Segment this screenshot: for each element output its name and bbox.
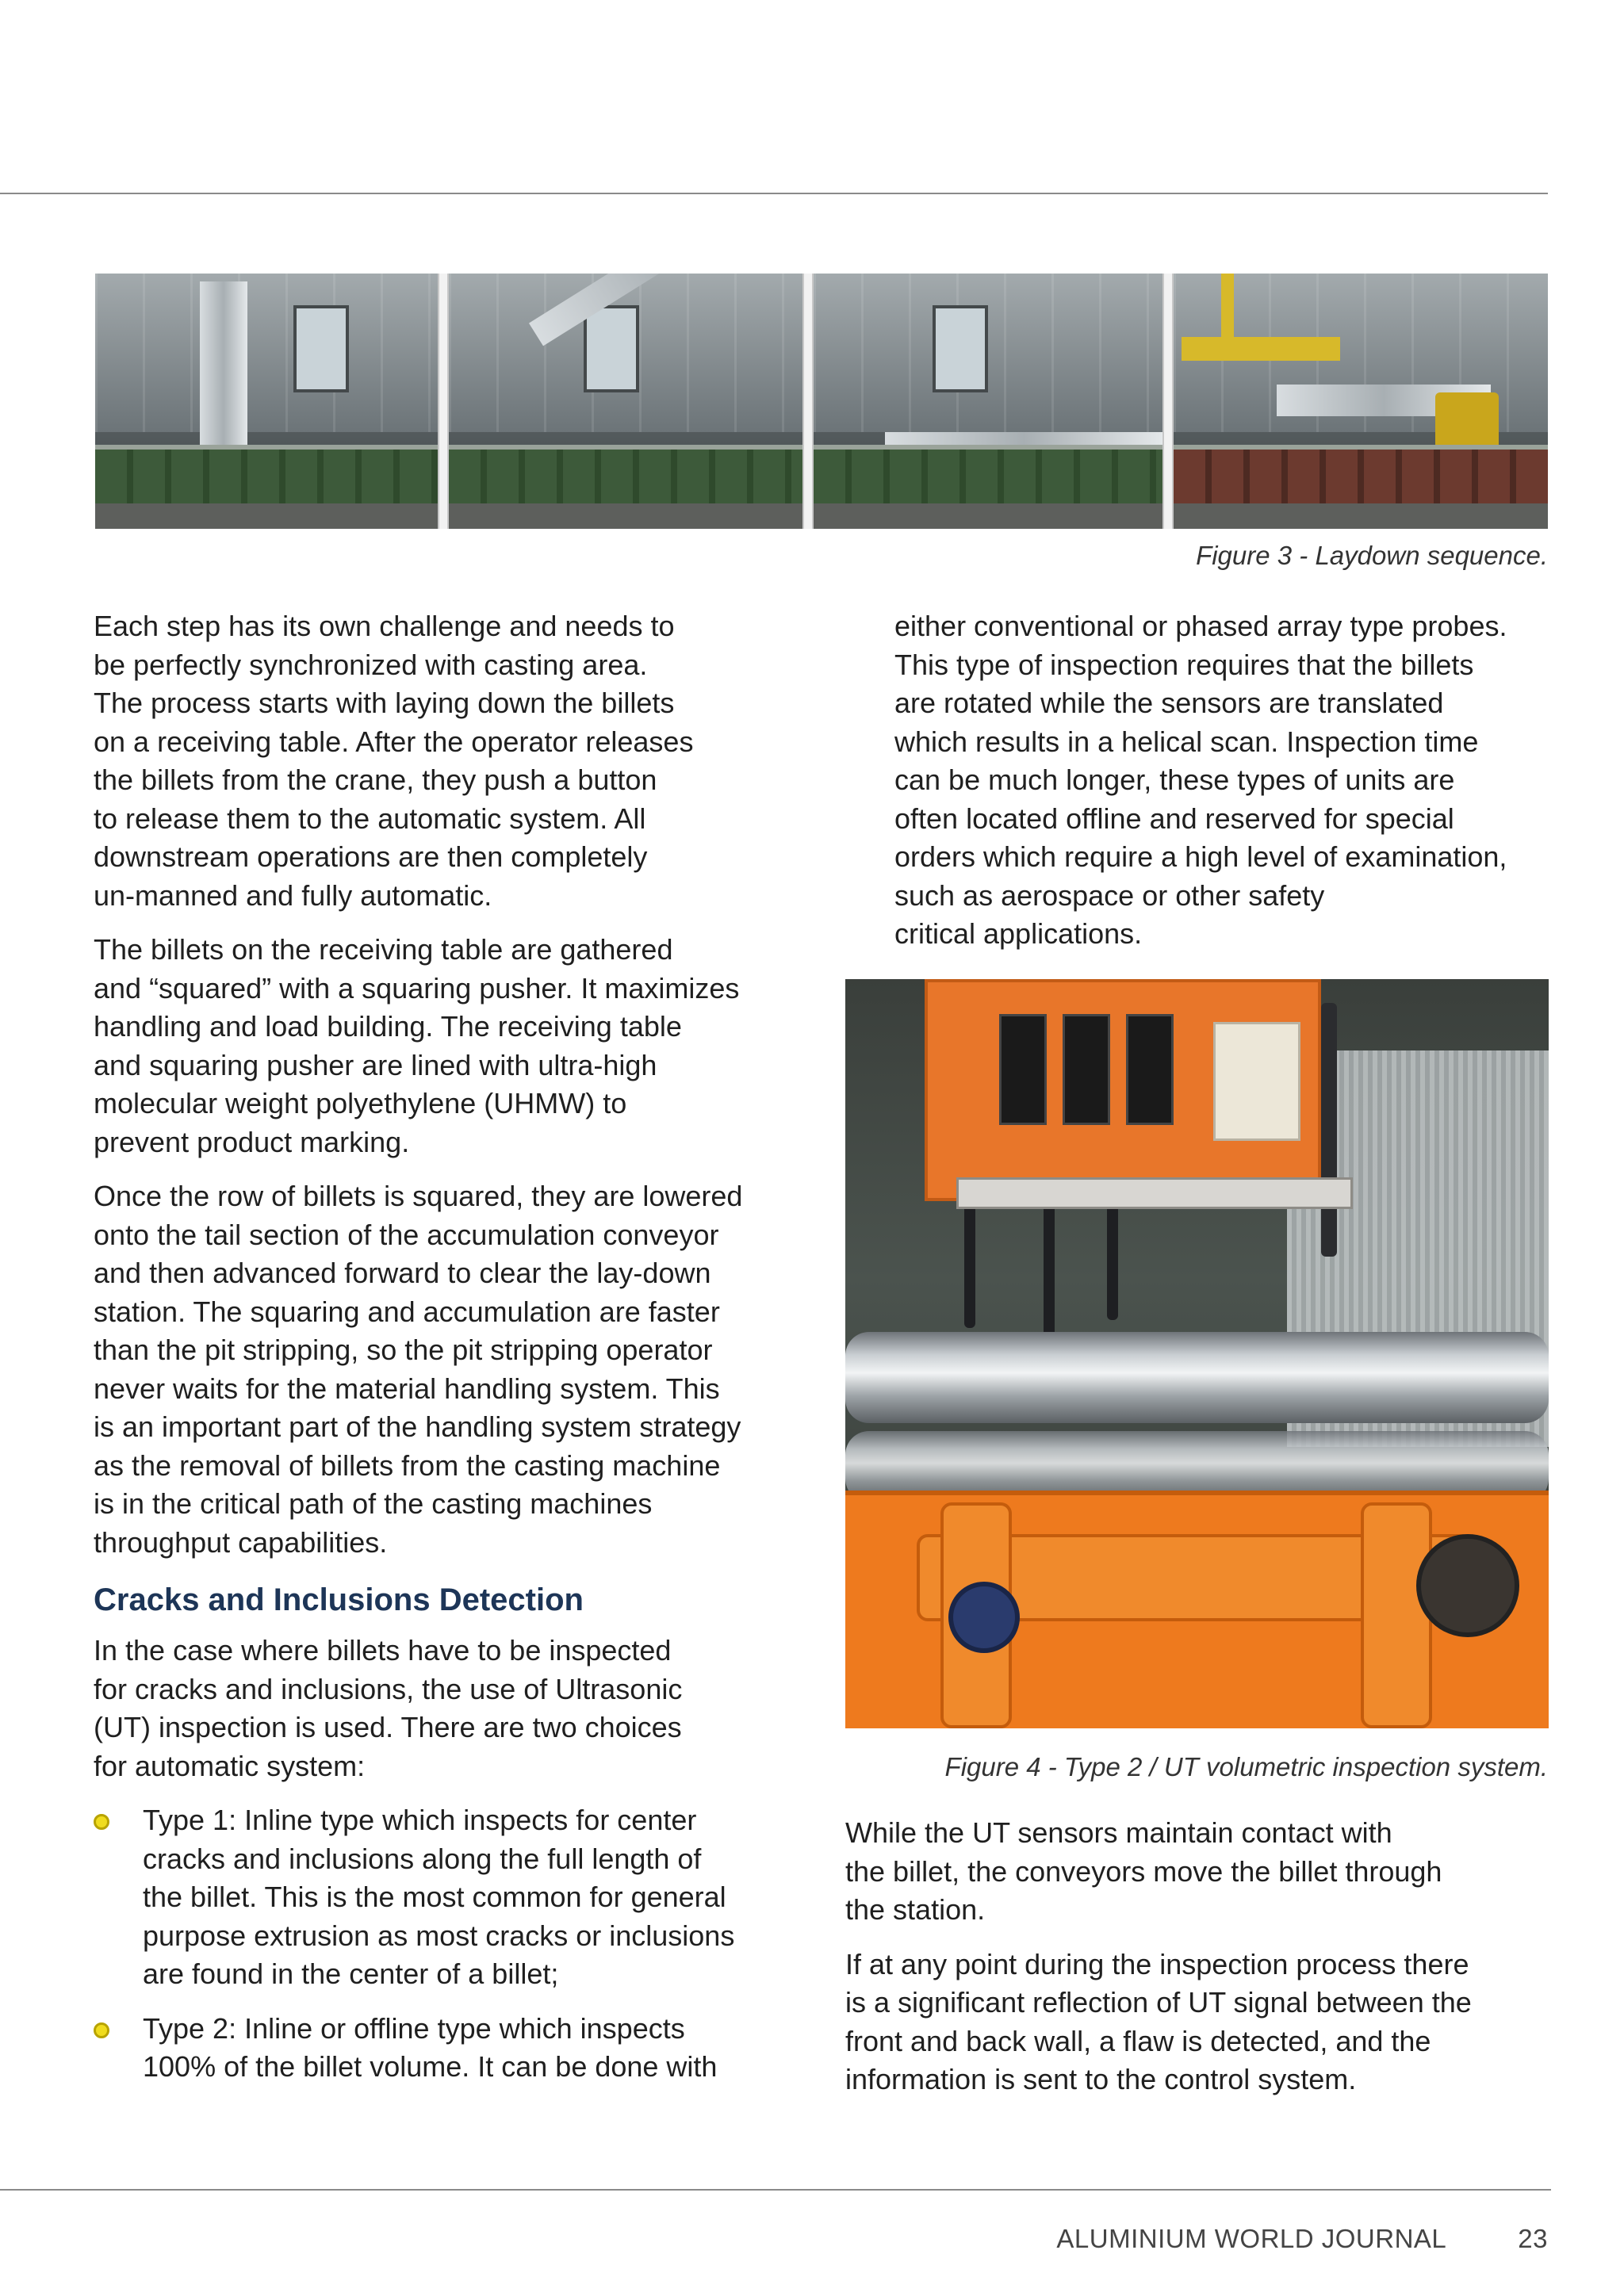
journal-name: ALUMINIUM WORLD JOURNAL: [1056, 2224, 1447, 2253]
paragraph: While the UT sensors maintain contact with the billet, the conveyors move the billet through the station.: [845, 1816, 1442, 1926]
page-number: 23: [1518, 2224, 1548, 2253]
page-footer: [1056, 2224, 1548, 2254]
bullet-dot-icon: [94, 2022, 109, 2038]
left-column: [94, 607, 791, 2103]
header-rule: [0, 193, 1548, 194]
footer-rule: [0, 2189, 1551, 2191]
bullet-item: Type 2: Inline or offline type which inspects 100% of the billet volume. It can be done with: [94, 2010, 791, 2087]
bullet-item: Type 1: Inline type which inspects for center cracks and inclusions along the full length of the billet. This is the most common for general purpose extrusion as most cracks or inclusions are found in the center of a billet;: [94, 1801, 791, 1994]
paragraph: Once the row of billets is squared, they are lowered onto the tail section of the accumulation conveyor and then advanced forward to clear the lay-down station. The squaring and accumulation are faster than the pit stripping, so the pit stripping operator never waits for the material handling system. This is an important part of the handling system strategy as the removal of billets from the casting machine is in the critical path of the casting machines throughput capabilities.: [94, 1180, 743, 1559]
figure-4-photo: [845, 979, 1549, 1728]
bullet-list: [94, 1801, 791, 2087]
paragraph: Each step has its own challenge and needs to be perfectly synchronized with casting area. The process starts with laying down the billets on a receiving table. After the operator releases the billets from the crane, they push a button to release them to the automatic system. All downstream operations are then completely un-manned and fully automatic.: [94, 610, 694, 912]
laydown-photo-1: [95, 274, 438, 529]
laydown-photo-3: [814, 274, 1162, 529]
paragraph: The billets on the receiving table are gathered and “squared” with a squaring pusher. It maximizes handling and load building. The receiving table and squaring pusher are lined with ultra-high molecular weight polyethylene (UHMW) to prevent product marking.: [94, 933, 740, 1158]
figure-3-photo-strip: [95, 274, 1548, 529]
section-heading: Cracks and Inclusions Detection: [94, 1582, 584, 1617]
laydown-photo-4: [1174, 274, 1548, 529]
laydown-photo-2: [449, 274, 802, 529]
figure-3-caption: Figure 3 - Laydown sequence.: [1196, 541, 1548, 570]
figure-4-caption: Figure 4 - Type 2 / UT volumetric inspection system.: [944, 1752, 1548, 1781]
right-column-top: [894, 607, 1553, 970]
paragraph: If at any point during the inspection process there is a significant reflection of UT signal between the front and back wall, a flaw is detected, and the information is sent to the control system.: [845, 1947, 1472, 2095]
paragraph: either conventional or phased array type probes. This type of inspection requires that the billets are rotated while the sensors are translated which results in a helical scan. Inspection time can be much longer, these types of units are often located offline and reserved for special orders which require a high level of examination, such as aerospace or other safety critical applications.: [894, 610, 1507, 950]
paragraph: In the case where billets have to be inspected for cracks and inclusions, the use of Ultrasonic (UT) inspection is used. There are two choices for automatic system:: [94, 1634, 683, 1782]
bullet-dot-icon: [94, 1814, 109, 1830]
right-column-bottom: [845, 1814, 1551, 2115]
